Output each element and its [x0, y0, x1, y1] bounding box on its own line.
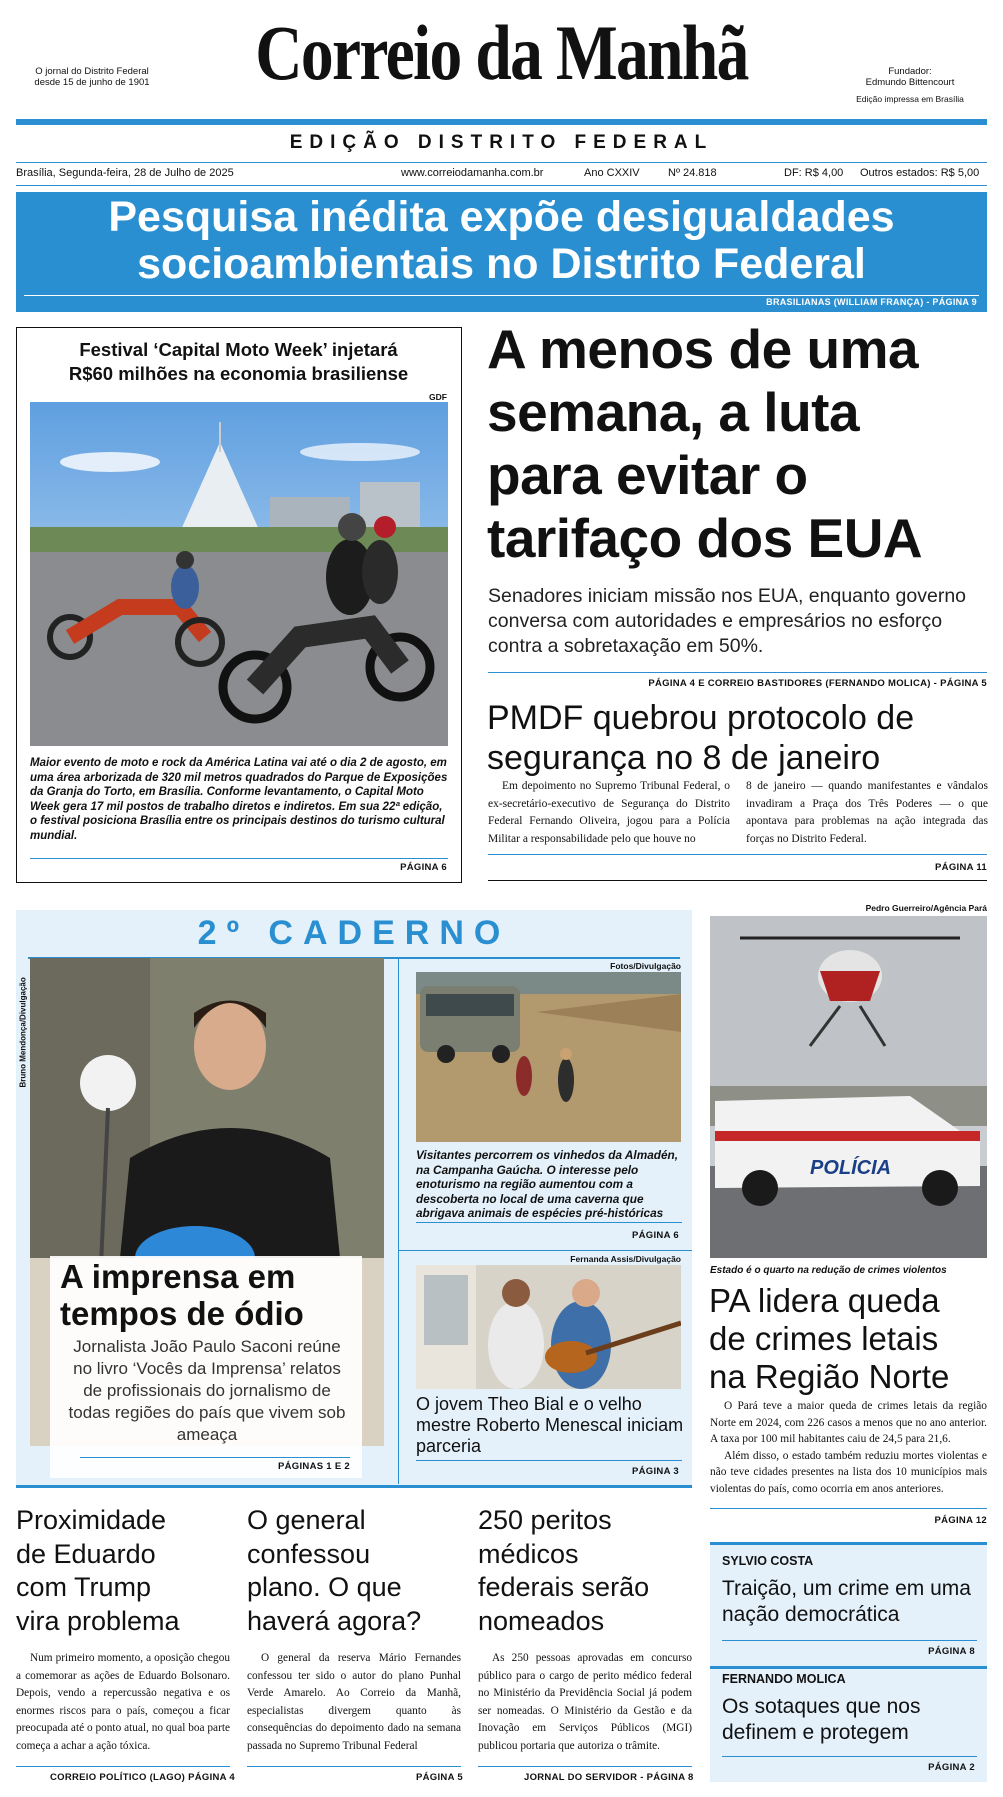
para-photo-credit: Pedro Guerreiro/Agência Pará	[865, 903, 987, 913]
dateline	[16, 167, 987, 183]
moto-headline-line: Festival ‘Capital Moto Week’ injetará	[79, 339, 398, 360]
wine-caption: Visitantes percorrem os vinhedos da Almadén, na Campanha Gaúcha. O interesse pelo enoturismo na região aumentou com a descoberta no local de uma caverna que abrigava animais de espécies pré-históricas	[416, 1148, 679, 1220]
opinion-top-rule	[710, 1542, 987, 1545]
column-2-rule	[722, 1756, 977, 1757]
lead-page-ref[interactable]: PÁGINA 4 E CORREIO BASTIDORES (FERNANDO MOLICA) - PÁGINA 5	[648, 678, 987, 689]
masthead-left-note: O jornal do Distrito Federal desde 15 de junho de 1901	[34, 66, 150, 88]
price-other: Outros estados: R$ 5,00	[860, 167, 980, 179]
wine-photo	[416, 972, 681, 1142]
moto-headline	[17, 338, 460, 386]
bottom-story-3-rule	[478, 1766, 692, 1767]
moto-headline-line: R$60 milhões na economia brasiliense	[68, 363, 409, 384]
bottom-story-headline-line: federais serão	[478, 1572, 650, 1602]
caderno-main-headline	[60, 1258, 360, 1332]
para-page-ref[interactable]: PÁGINA 12	[934, 1515, 987, 1526]
bottom-story-headline-line: de Eduardo	[16, 1538, 156, 1569]
bottom-story-headline-line: nomeados	[478, 1605, 605, 1636]
music-photo-credit: Fernanda Assis/Divulgação	[570, 1254, 681, 1264]
caderno-main-rule	[80, 1457, 350, 1458]
moto-photo-credit: GDF	[429, 392, 447, 402]
bottom-story-headline-line: vira problema	[16, 1605, 180, 1636]
bottom-story-1-ref[interactable]: CORREIO POLÍTICO (LAGO) PÁGINA 4	[50, 1772, 236, 1783]
bottom-story-headline-line: Proximidade	[16, 1505, 167, 1535]
pmdf-page-ref[interactable]: PÁGINA 11	[935, 862, 987, 873]
moto-caption: Maior evento de moto e rock da América Latina vai até o dia 2 de agosto, em uma área arborizada de 320 mil metros quadrados do Parque de Exposições da Granja do Torto, em Brasília. Conforme levantamento, o Capital Moto Week gera 17 mil postos de trabalho diretos e indiretos. Em sua 22ª edição, o festival posiciona Brasília entre os principais destinos do turismo cultural mundial.	[30, 757, 448, 842]
opinion-mid-rule	[710, 1666, 987, 1669]
banner-page-ref[interactable]: BRASILIANAS (WILLIAM FRANÇA) - PÁGINA 9	[766, 297, 977, 307]
music-photo	[416, 1265, 681, 1389]
column-2-author: FERNANDO MOLICA	[722, 1672, 846, 1686]
lead-headline[interactable]	[487, 318, 992, 570]
banner-headline-line: socioambientais no Distrito Federal	[137, 240, 866, 288]
top-banner[interactable]	[16, 192, 987, 312]
opinion-columns-box	[710, 1542, 987, 1782]
pmdf-body-col1: Em depoimento no Supremo Tribunal Federal, o ex-secretário-executivo de Segurança do Distrito Federal Fernando Oliveira, jogou para a Polícia Militar a responsabilidade pelo que houve no	[488, 780, 730, 845]
bottom-story-headline-line: O general	[247, 1505, 366, 1535]
banner-headline-line: Pesquisa inédita expõe desigualdades	[108, 193, 895, 241]
para-headline-line: de crimes letais	[709, 1320, 939, 1357]
bottom-story-1-body: Num primeiro momento, a oposição chegou a comemorar as ações de Eduardo Bolsonaro. Depois, vendo a repercussão negativa e os enormes riscos para o país, começou a ficar preocupada até o ponto atual, no qual boa parte começa a achar a ação tóxica.	[16, 1652, 230, 1752]
lead-headline-line: tarifaço dos EUA	[487, 507, 923, 569]
caderno-inner-rule	[399, 1250, 692, 1251]
bottom-story-headline-line: plano. O que	[247, 1572, 402, 1602]
founder-block	[850, 66, 970, 88]
motorcycle-parade-image	[30, 402, 448, 746]
para-body-paragraph: Além disso, o estado também reduziu mortes violentas e não teve cidades presentes na lista dos 10 municípios mais violentas do país, como ocorria em anos anteriores.	[710, 1449, 987, 1495]
edition-rule	[16, 162, 987, 163]
column-1-author: SYLVIO COSTA	[722, 1554, 814, 1568]
masthead-rule	[16, 119, 987, 125]
para-headline-line: na Região Norte	[709, 1358, 950, 1395]
lead-headline-line: semana, a luta	[487, 381, 860, 443]
bottom-story-1-rule	[16, 1766, 230, 1767]
print-edition-note: Edição impressa em Brasília	[856, 94, 964, 104]
newspaper-title[interactable]: Correio da Manhã	[255, 9, 748, 96]
lead-headline-line: A menos de uma	[487, 318, 919, 380]
bottom-story-2-rule	[247, 1766, 461, 1767]
caderno-main-story[interactable]	[50, 1256, 362, 1478]
pmdf-bottom-rule	[488, 880, 987, 881]
pmdf-headline-line: segurança no 8 de janeiro	[487, 739, 881, 777]
wine-ref-rule	[416, 1222, 682, 1223]
banner-rule	[24, 295, 979, 296]
caderno-main-page-ref[interactable]: PÁGINAS 1 E 2	[277, 1461, 350, 1472]
dateline-rule	[16, 185, 987, 186]
bottom-story-3-ref[interactable]: JORNAL DO SERVIDOR - PÁGINA 8	[524, 1772, 694, 1783]
pmdf-headline-line: PMDF quebrou protocolo de	[487, 699, 915, 737]
pmdf-ref-rule	[488, 854, 987, 855]
pmdf-headline[interactable]	[487, 698, 992, 778]
bottom-story-headline-line: confessou	[247, 1538, 371, 1569]
para-caption: Estado é o quarto na redução de crimes violentos	[710, 1265, 947, 1276]
moto-story-box[interactable]	[16, 327, 462, 883]
caderno-main-deck: Jornalista João Paulo Saconi reúne no livro ‘Vocês da Imprensa’ relatos de profissionais do jornalismo de todas regiões do país que vivem sob ameaça	[68, 1337, 346, 1444]
moto-page-ref[interactable]: PÁGINA 6	[400, 862, 447, 873]
caderno-main-credit-wrap	[18, 958, 30, 1088]
para-body-paragraph: O Pará teve a maior queda de crimes letais da região Norte em 2024, com 226 casos a menos que no ano anterior. A taxa por 100 mil habitantes caiu de 24,5 para 21,6.	[710, 1400, 987, 1445]
wine-photo-credit: Fotos/Divulgação	[610, 961, 681, 971]
column-1-title[interactable]: Traição, um crime em uma nação democrática	[722, 1577, 971, 1626]
bottom-story-1-headline[interactable]	[16, 1504, 221, 1638]
date-text: Brasília, Segunda-feira, 28 de Julho de 2025	[16, 167, 234, 179]
pmdf-body-col2: 8 de janeiro — quando manifestantes e vândalos invadiram a Praça dos Três Poderes — o que apontava para problemas na ação integrada das forças no Distrito Federal.	[746, 780, 988, 845]
bottom-story-2-body: O general da reserva Mário Fernandes confessou ter sido o autor do plano Punhal Verde Amarelo. Ao Correio da Manhã, especialistas divergem quanto às consequências do depoimento dado na semana passada no Supremo Tribunal Federal	[247, 1652, 461, 1752]
column-1-page-ref[interactable]: PÁGINA 8	[928, 1646, 975, 1657]
para-headline-line: PA lidera queda	[709, 1282, 940, 1319]
bottom-story-headline-line: 250 peritos	[478, 1505, 612, 1535]
para-body	[710, 1398, 987, 1497]
website-link[interactable]: www.correiodamanha.com.br	[401, 167, 544, 179]
music-ref-rule	[416, 1460, 682, 1461]
banner-headline	[16, 194, 987, 288]
para-headline[interactable]	[709, 1282, 989, 1396]
bottom-story-3-body: As 250 pessoas aprovadas em concurso público para o cargo de perito médico federal no Ministério da Previdência Social já podem ser nomeadas. O Ministério da Gestão e da Inovação em Serviços Públicos (MGI) publicou portaria que autoriza o trâmite.	[478, 1652, 692, 1752]
issue-number: Nº 24.818	[668, 167, 717, 179]
caderno-main-headline-line: tempos de ódio	[60, 1295, 304, 1332]
police-helicopter-image	[710, 916, 987, 1258]
caderno-main-headline-line: A imprensa em	[60, 1258, 296, 1295]
founder-label: Fundador:	[888, 66, 932, 77]
column-2-title[interactable]: Os sotaques que nos definem e protegem	[722, 1695, 921, 1744]
bottom-story-headline-line: médicos	[478, 1538, 579, 1569]
price-df: DF: R$ 4,00	[784, 167, 844, 179]
bottom-story-2-ref[interactable]: PÁGINA 5	[416, 1772, 463, 1783]
column-1-rule	[722, 1640, 977, 1641]
bottom-story-2-headline[interactable]	[247, 1504, 457, 1638]
wine-page-ref[interactable]: PÁGINA 6	[632, 1230, 679, 1241]
bottom-story-headline-line: haverá agora?	[247, 1605, 422, 1636]
caderno-title[interactable]: 2º CADERNO	[197, 914, 511, 952]
lead-headline-line: para evitar o	[487, 444, 808, 506]
caderno-bottom-rule	[16, 1485, 692, 1488]
music-page-ref[interactable]: PÁGINA 3	[632, 1466, 679, 1477]
lead-deck: Senadores iniciam missão nos EUA, enquanto governo conversa com autoridades e empresários no esforço contra a sobretaxação em 50%.	[488, 585, 967, 657]
column-2-page-ref[interactable]: PÁGINA 2	[928, 1762, 975, 1773]
moto-photo	[30, 402, 448, 746]
vineyard-bus-image	[416, 972, 681, 1142]
caderno-divider	[398, 958, 399, 1484]
bottom-story-3-headline[interactable]	[478, 1504, 688, 1638]
police-vehicle-label: POLÍCIA	[810, 1157, 892, 1179]
musicians-image	[416, 1265, 681, 1389]
year-text: Ano CXXIV	[584, 167, 640, 179]
founder-name: Edmundo Bittencourt	[865, 77, 955, 88]
music-headline[interactable]: O jovem Theo Bial e o velho mestre Roberto Menescal iniciam parceria	[416, 1394, 684, 1456]
para-photo	[710, 916, 987, 1258]
para-ref-rule	[710, 1508, 987, 1509]
moto-ref-rule	[30, 858, 448, 859]
edition-label: EDIÇÃO DISTRITO FEDERAL	[289, 132, 714, 153]
caderno-main-credit: Bruno Mendonça/Divulgação	[18, 977, 28, 1088]
bottom-story-headline-line: com Trump	[16, 1572, 152, 1602]
lead-ref-rule	[488, 672, 987, 673]
